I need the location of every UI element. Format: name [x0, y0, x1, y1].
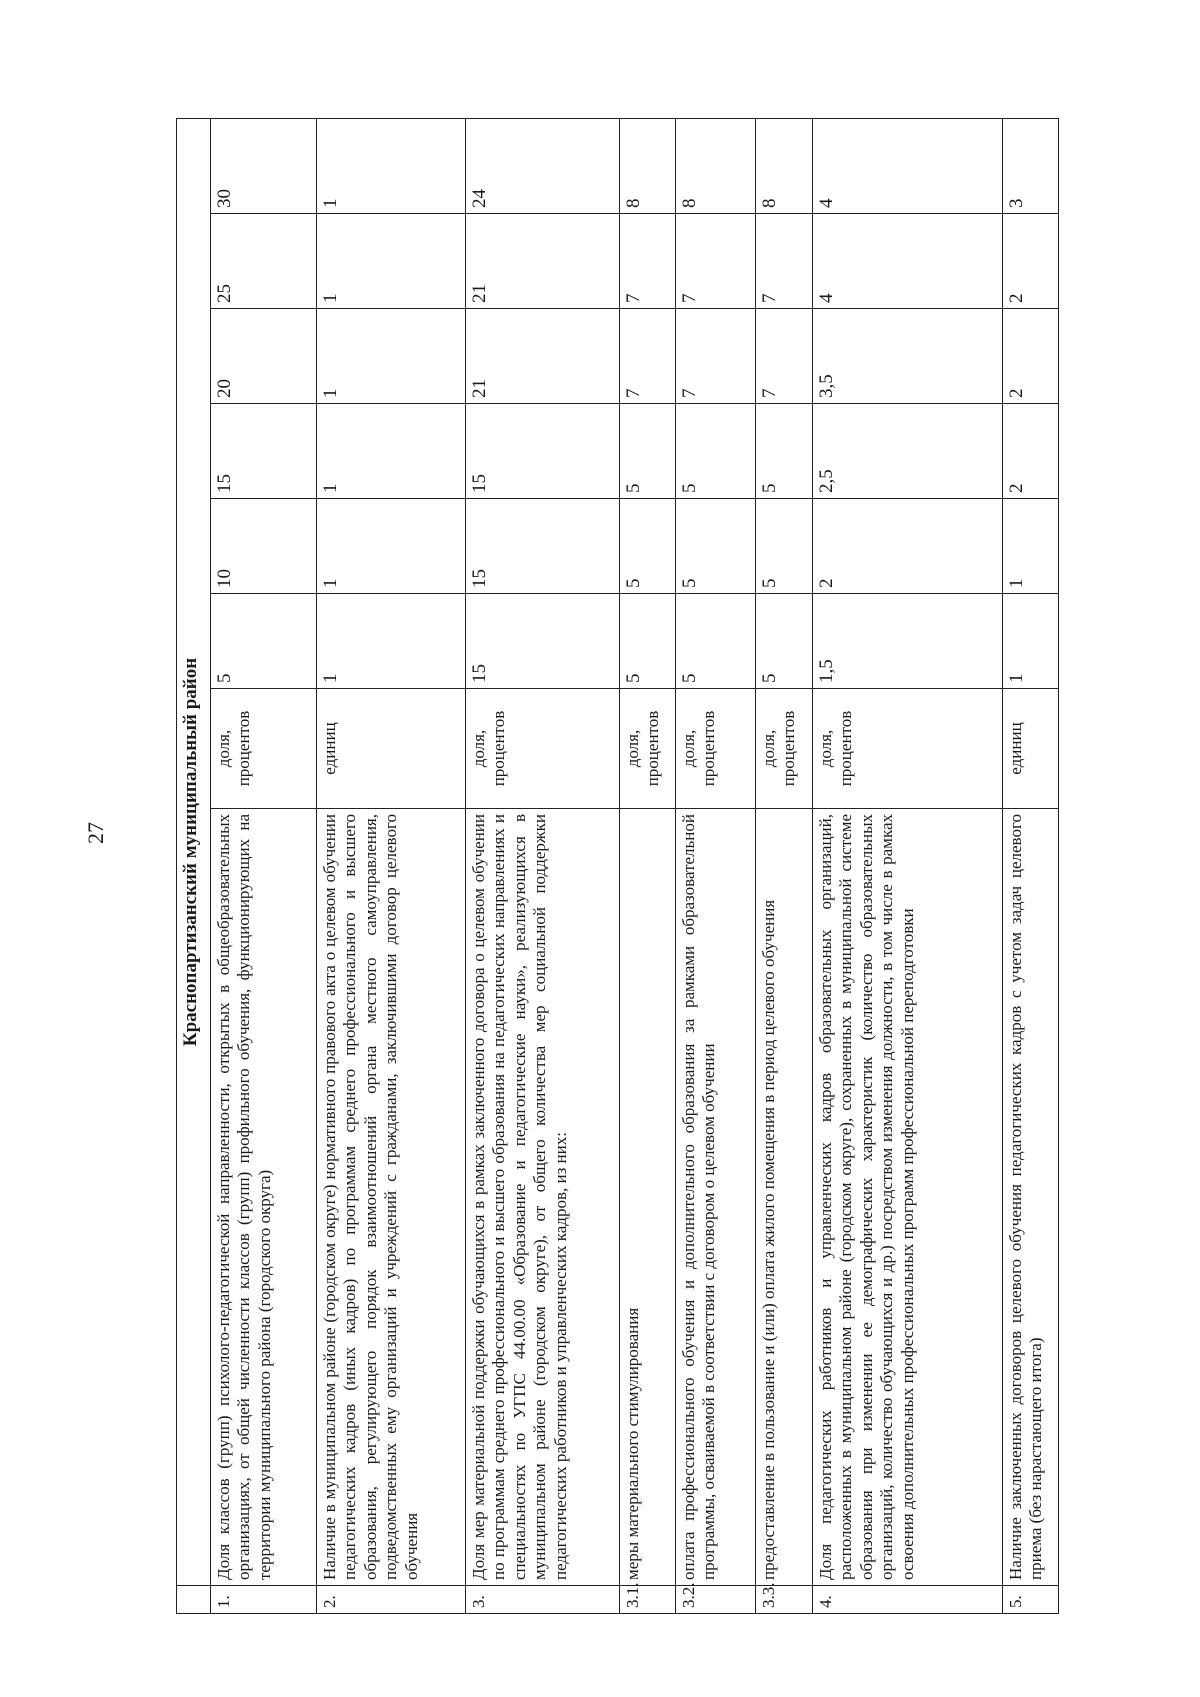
value-cell: 4 [813, 119, 1003, 214]
value-cell: 2,5 [813, 404, 1003, 499]
unit-cell: доля, процентов [620, 689, 676, 809]
value-cell: 8 [676, 119, 756, 214]
region-header-blank [177, 1586, 211, 1614]
value-cell: 15 [211, 404, 317, 499]
value-cell: 2 [1003, 404, 1059, 499]
value-cell: 5 [620, 594, 676, 689]
unit-cell: доля, процентов [211, 689, 317, 809]
value-cell: 15 [466, 594, 620, 689]
row-number: 3.1. [620, 1586, 676, 1614]
value-cell: 20 [211, 309, 317, 404]
value-cell: 15 [466, 499, 620, 594]
value-cell: 1 [317, 214, 466, 309]
value-cell: 5 [620, 499, 676, 594]
rotated-table-container [176, 119, 1058, 1614]
indicator-name: меры материального стимулирования [620, 809, 676, 1586]
value-cell: 1 [1003, 499, 1059, 594]
value-cell: 7 [756, 214, 813, 309]
value-cell: 30 [211, 119, 317, 214]
row-number: 3. [466, 1586, 620, 1614]
value-cell: 8 [756, 119, 813, 214]
table-row [620, 119, 676, 1614]
value-cell: 7 [676, 214, 756, 309]
value-cell: 7 [620, 309, 676, 404]
unit-cell: доля, процентов [676, 689, 756, 809]
indicator-name: Наличие в муниципальном районе (городском округе) нормативного правового акта о целевом обучении педагогических кадров (иных кадров) по программам среднего профессионального и высшего образования, регулирующего порядок взаимоотношений органа местного самоуправления, подведомственных ему организаций и учреждений с гражданами, заключившими договор целевого обучения [317, 809, 466, 1586]
row-number: 3.2. [676, 1586, 756, 1614]
value-cell: 5 [756, 404, 813, 499]
row-number: 5. [1003, 1586, 1059, 1614]
value-cell: 21 [466, 309, 620, 404]
unit-cell: единиц [1003, 689, 1059, 809]
region-title: Краснопартизанский муниципальный район [177, 119, 211, 1586]
value-cell: 4 [813, 214, 1003, 309]
indicator-name: Наличие заключенных договоров целевого обучения педагогических кадров с учетом задач целевого приема (без нарастающего итога) [1003, 809, 1059, 1586]
unit-cell: доля, процентов [466, 689, 620, 809]
table-row [1003, 119, 1059, 1614]
row-number: 2. [317, 1586, 466, 1614]
value-cell: 5 [756, 499, 813, 594]
value-cell: 15 [466, 404, 620, 499]
value-cell: 21 [466, 214, 620, 309]
value-cell: 5 [211, 594, 317, 689]
indicator-name: Доля педагогических работников и управленческих кадров образовательных организаций, расположенных в муниципальном районе (городском округе), сохраненных в муниципальной системе образования при изменении ее демографических характеристик (количество образовательных организаций, количество обучающихся и др.) посредством изменения должности, в том числе в рамках освоения дополнительных профессиональных программ профессиональной переподготовки [813, 809, 1003, 1586]
indicator-name: Доля классов (групп) психолого-педагогической направленности, открытых в общеобразовательных организациях, от общей численности классов (групп) профильного обучения, функционирующих на территории муниципального района (городского округа) [211, 809, 317, 1586]
table-row [466, 119, 620, 1614]
unit-cell: единиц [317, 689, 466, 809]
page-number: 27 [83, 822, 108, 844]
value-cell: 3 [1003, 119, 1059, 214]
value-cell: 5 [756, 594, 813, 689]
value-cell: 2 [1003, 309, 1059, 404]
table-row [676, 119, 756, 1614]
value-cell: 8 [620, 119, 676, 214]
value-cell: 1,5 [813, 594, 1003, 689]
value-cell: 5 [676, 404, 756, 499]
region-header-row [177, 119, 211, 1614]
indicator-name: Доля мер материальной поддержки обучающихся в рамках заключенного договора о целевом обучении по программам среднего профессионального и высшего образования на педагогических направлениях и специальностях по УГПС 44.00.00 «Образование и педагогические науки», реализующихся в муниципальном районе (городском округе), от общего количества мер социальной поддержки педагогических работников и управленческих кадров, из них: [466, 809, 620, 1586]
table-row [813, 119, 1003, 1614]
row-number: 3.3. [756, 1586, 813, 1614]
value-cell: 10 [211, 499, 317, 594]
value-cell: 1 [317, 499, 466, 594]
value-cell: 3,5 [813, 309, 1003, 404]
indicator-table [176, 118, 1059, 1614]
value-cell: 1 [317, 119, 466, 214]
value-cell: 1 [317, 594, 466, 689]
value-cell: 7 [620, 214, 676, 309]
value-cell: 1 [1003, 594, 1059, 689]
row-number: 4. [813, 1586, 1003, 1614]
value-cell: 25 [211, 214, 317, 309]
value-cell: 5 [676, 499, 756, 594]
value-cell: 7 [756, 309, 813, 404]
table-row [317, 119, 466, 1614]
row-number: 1. [211, 1586, 317, 1614]
value-cell: 1 [317, 309, 466, 404]
value-cell: 24 [466, 119, 620, 214]
value-cell: 2 [813, 499, 1003, 594]
table-row [211, 119, 317, 1614]
indicator-name: оплата профессионального обучения и дополнительного образования за рамками образовательной программы, осваиваемой в соответствии с договором о целевом обучении [676, 809, 756, 1586]
value-cell: 7 [676, 309, 756, 404]
unit-cell: доля, процентов [756, 689, 813, 809]
value-cell: 5 [620, 404, 676, 499]
value-cell: 2 [1003, 214, 1059, 309]
value-cell: 5 [676, 594, 756, 689]
unit-cell: доля, процентов [813, 689, 1003, 809]
table-row [756, 119, 813, 1614]
indicator-name: предоставление в пользование и (или) оплата жилого помещения в период целевого обучения [756, 809, 813, 1586]
value-cell: 1 [317, 404, 466, 499]
